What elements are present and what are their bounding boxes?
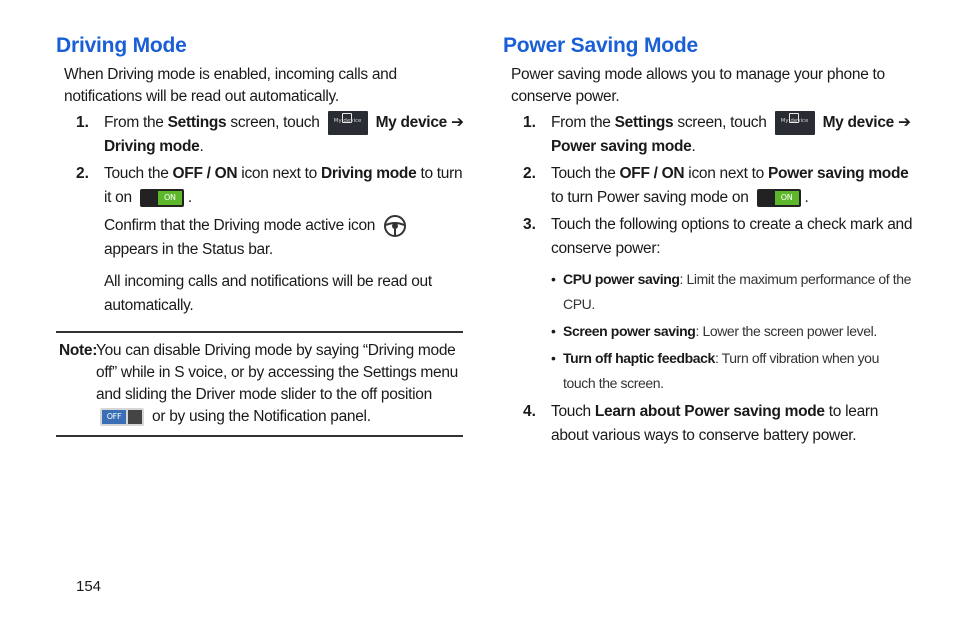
power-options-list	[503, 267, 913, 396]
power-saving-heading: Power Saving Mode	[503, 34, 698, 57]
on-toggle-icon: ON	[757, 189, 801, 207]
driving-step-2: 2. Touch the OFF / ON icon next to Driving mode to turn it on ON .	[56, 162, 464, 210]
list-item: • Turn off haptic feedback: Turn off vibration when you touch the screen.	[551, 346, 913, 396]
driving-mode-section	[56, 34, 464, 318]
list-item: • Screen power saving: Lower the screen power level.	[551, 319, 913, 344]
power-saving-intro: Power saving mode allows you to manage your phone to conserve power.	[511, 66, 885, 105]
step-number: 1.	[76, 114, 89, 131]
step-number: 1.	[523, 114, 536, 131]
off-toggle-icon: OFF	[100, 408, 144, 426]
on-toggle-icon: ON	[140, 189, 184, 207]
list-item: • CPU power saving: Limit the maximum performance of the CPU.	[551, 267, 913, 317]
my-device-icon: My device	[775, 111, 815, 135]
step-number: 2.	[523, 165, 536, 183]
driving-confirm-text: Confirm that the Driving mode active icon appears in the Status bar.	[56, 214, 464, 262]
driving-step-1: 1. From the Settings screen, touch My device My device ➔ Driving mode.	[56, 111, 464, 159]
steering-wheel-icon	[383, 214, 407, 238]
power-saving-section	[503, 34, 913, 451]
my-device-icon: My device	[328, 111, 368, 135]
step-number: 4.	[523, 403, 536, 421]
step-number: 2.	[76, 165, 89, 183]
note-text: You can disable Driving mode by saying “Driving mode off” while in S voice, or by accessing the Settings menu and sliding the Driver mode slider to the off position	[96, 342, 458, 403]
page-number: 154	[76, 578, 102, 595]
note-label: Note:	[59, 342, 98, 359]
driving-readout-text: All incoming calls and notifications will be read out automatically.	[104, 273, 432, 315]
driving-mode-heading: Driving Mode	[56, 34, 187, 57]
driving-mode-intro: When Driving mode is enabled, incoming calls and notifications will be read out automatically.	[64, 66, 397, 105]
power-step-1: 1. From the Settings screen, touch My device My device ➔ Power saving mode.	[503, 111, 913, 159]
step-number: 3.	[523, 216, 536, 234]
note-box	[56, 331, 463, 437]
power-step-3: 3. Touch the following options to create a check mark and conserve power:	[503, 213, 913, 261]
power-step-4: 4. Touch Learn about Power saving mode to learn about various ways to conserve battery power.	[503, 400, 913, 448]
power-step-2: 2. Touch the OFF / ON icon next to Power saving mode to turn Power saving mode on ON .	[503, 162, 913, 210]
note-text-end: or by using the Notification panel.	[152, 408, 371, 425]
